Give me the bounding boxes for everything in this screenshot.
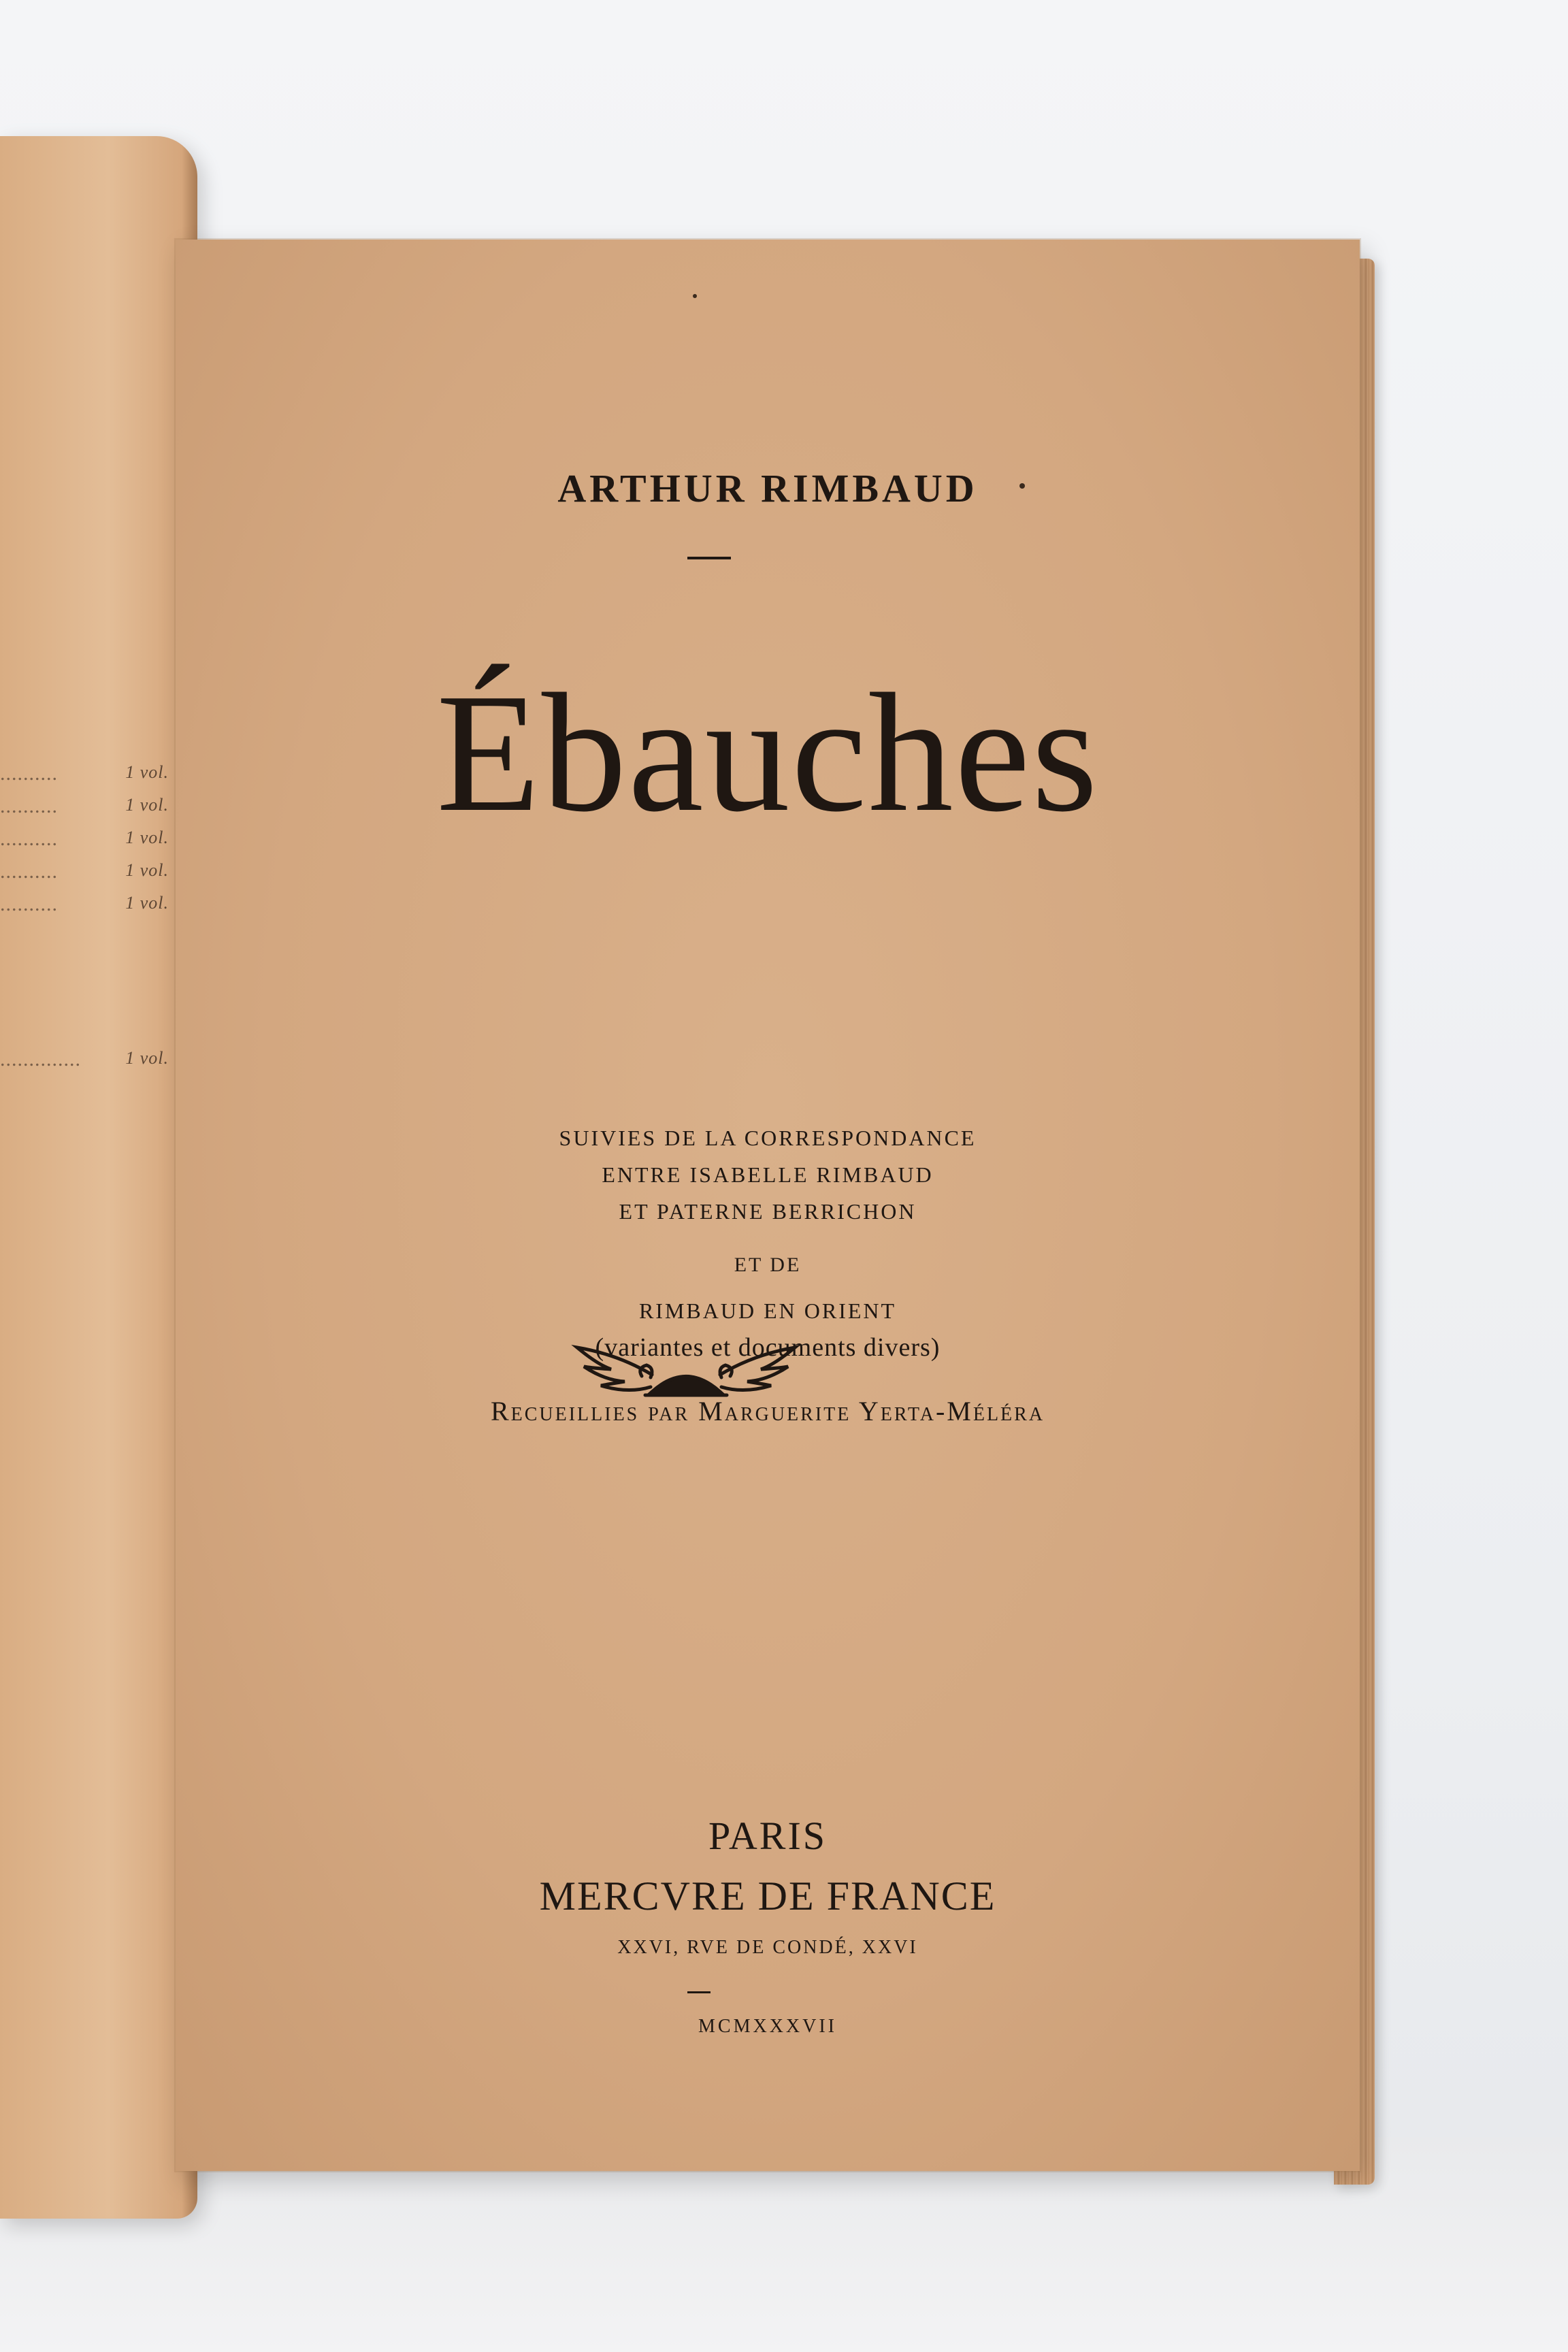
toc-row: .......... 1 vol. [0,893,169,915]
left-page [0,136,197,2219]
toc-row: .......... 1 vol. [0,828,169,850]
author-name: ARTHUR RIMBAUD [557,466,978,510]
paper-speck [693,294,697,298]
publication-year: MCMXXXVII [698,2016,837,2037]
toc-row: .............. 1 vol. [0,1048,169,1071]
title-page [176,240,1360,2171]
toc-row: .......... 1 vol. [0,860,169,883]
collector-line: Recueillies par Marguerite Yerta-Méléra [490,1396,1045,1426]
author-rule [687,557,731,559]
toc-row: .......... 1 vol. [0,795,169,817]
publication-city: PARIS [708,1814,828,1858]
book-title: Ébauches [436,659,1099,847]
winged-helmet-icon [570,1327,802,1409]
publisher-address: XXVI, RVE DE CONDÉ, XXVI [617,1937,918,1958]
subtitle-line: RIMBAUD EN ORIENT [638,1298,897,1323]
toc-row: .......... 1 vol. [0,762,169,785]
subtitle-note: (variantes et documents divers) [595,1333,941,1362]
paper-speck [1019,483,1025,489]
imprint-rule [687,1991,710,1993]
subtitle-line: ENTRE ISABELLE RIMBAUD [602,1162,934,1187]
publisher-name: MERCVRE DE FRANCE [539,1874,996,1918]
subtitle-line: ET DE [734,1254,802,1276]
subtitle-line: SUIVIES DE LA CORRESPONDANCE [559,1126,977,1150]
subtitle-line: ET PATERNE BERRICHON [619,1199,917,1224]
